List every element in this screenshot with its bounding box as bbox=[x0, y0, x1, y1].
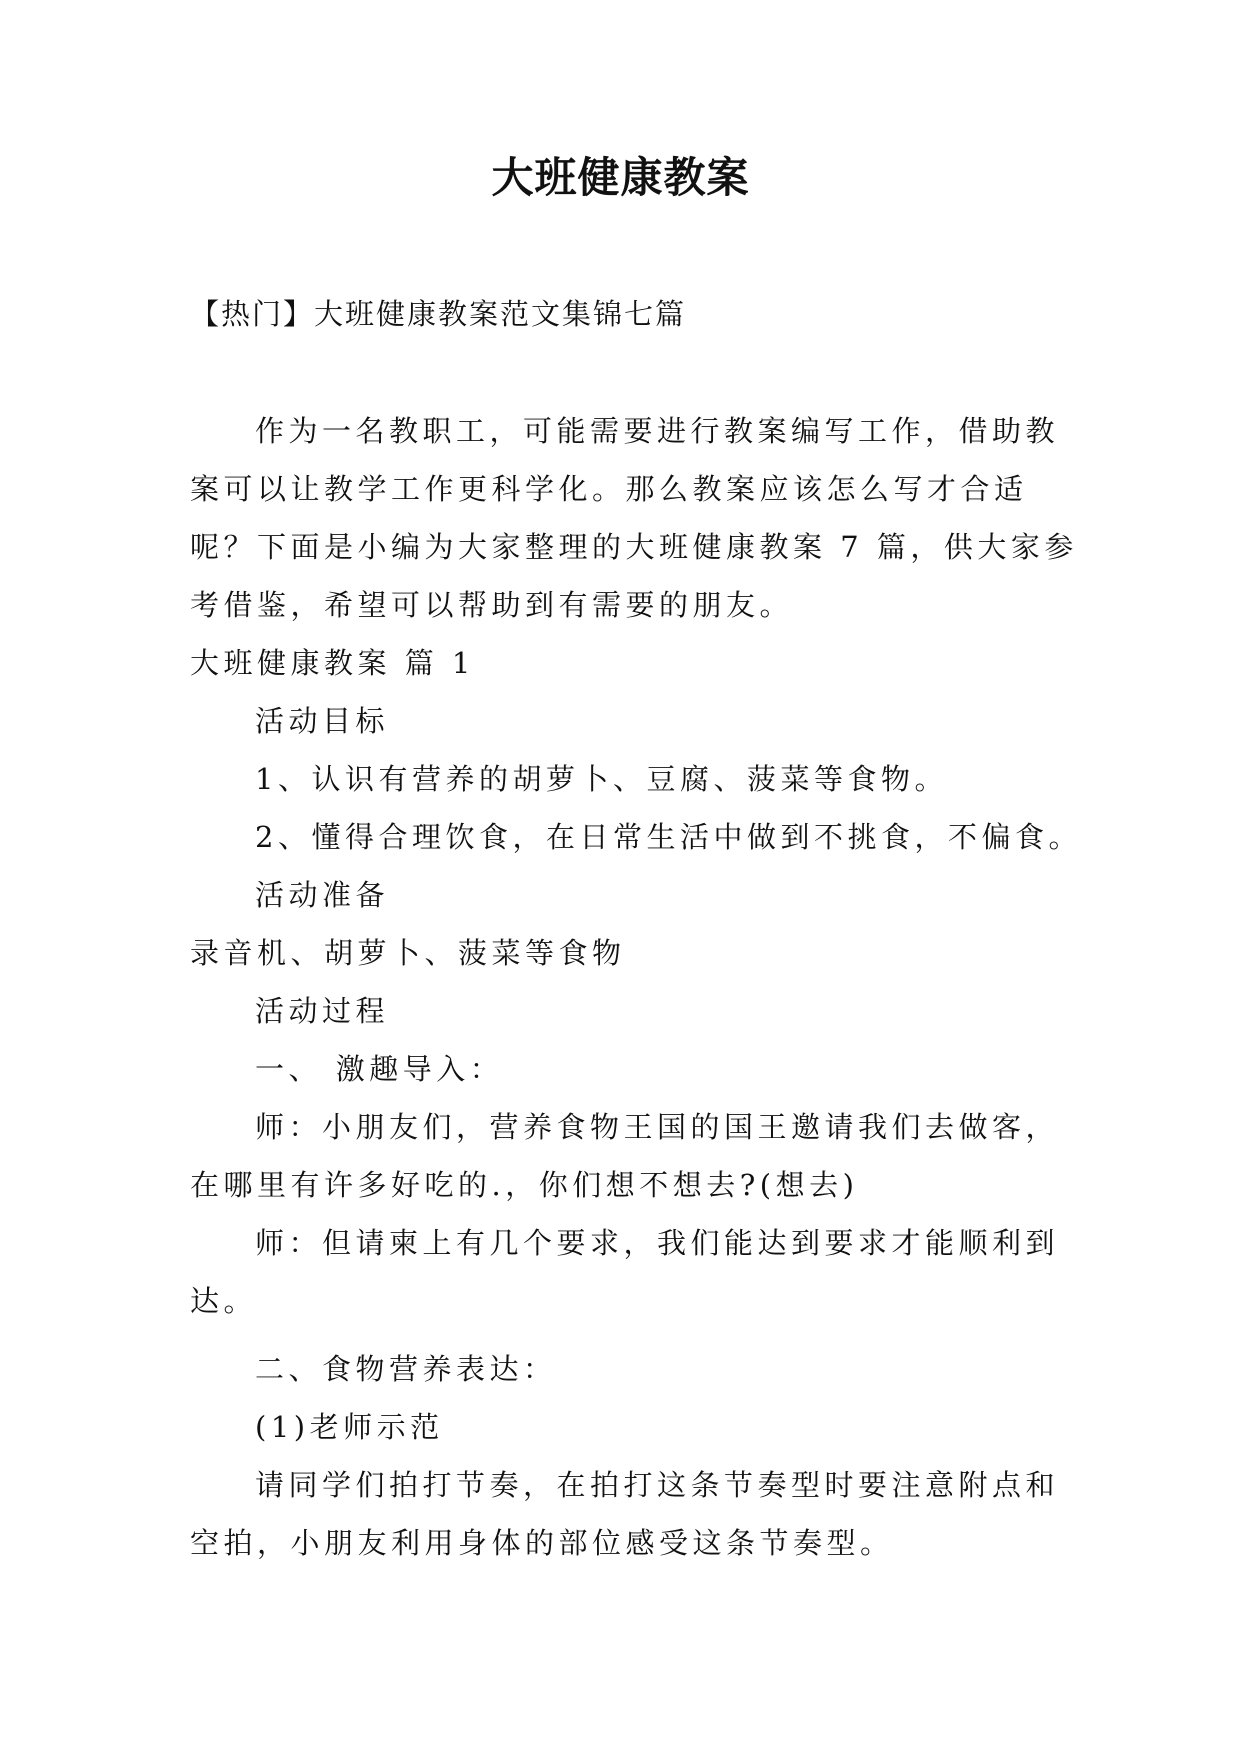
body-line: 二、食物营养表达： bbox=[255, 1352, 557, 1386]
intro-line: 案可以让教学工作更科学化。那么教案应该怎么写才合适 bbox=[190, 472, 1028, 506]
intro-line: 呢？下面是小编为大家整理的大班健康教案 7 篇，供大家参 bbox=[190, 530, 1078, 564]
body-line: (1)老师示范 bbox=[255, 1410, 444, 1444]
body-line: 师：但请柬上有几个要求，我们能达到要求才能顺利到 bbox=[255, 1226, 1060, 1260]
body-line: 2、懂得合理饮食，在日常生活中做到不挑食，不偏食。 bbox=[255, 820, 1082, 854]
body-line: 请同学们拍打节奏，在拍打这条节奏型时要注意附点和 bbox=[255, 1468, 1060, 1502]
body-line: 一、 激趣导入： bbox=[255, 1052, 504, 1086]
body-line: 活动过程 bbox=[255, 994, 390, 1028]
document-body bbox=[190, 402, 1082, 1572]
body-line: 活动准备 bbox=[255, 878, 390, 912]
intro-line: 考借鉴，希望可以帮助到有需要的朋友。 bbox=[190, 588, 794, 622]
body-line: 在哪里有许多好吃的.，你们想不想去?(想去) bbox=[190, 1168, 859, 1202]
body-line: 1、认识有营养的胡萝卜、豆腐、菠菜等食物。 bbox=[255, 762, 948, 796]
section-heading: 大班健康教案 篇 1 bbox=[190, 646, 475, 680]
body-line: 活动目标 bbox=[255, 704, 390, 738]
body-line: 达。 bbox=[190, 1284, 258, 1318]
body-line: 录音机、胡萝卜、菠菜等食物 bbox=[190, 936, 626, 970]
document-subtitle: 【热门】大班健康教案范文集锦七篇 bbox=[190, 297, 687, 331]
body-line: 空拍，小朋友利用身体的部位感受这条节奏型。 bbox=[190, 1526, 894, 1560]
intro-line: 作为一名教职工，可能需要进行教案编写工作，借助教 bbox=[255, 414, 1060, 448]
document-title: 大班健康教案 bbox=[491, 153, 750, 202]
body-line: 师：小朋友们，营养食物王国的国王邀请我们去做客， bbox=[255, 1110, 1060, 1144]
